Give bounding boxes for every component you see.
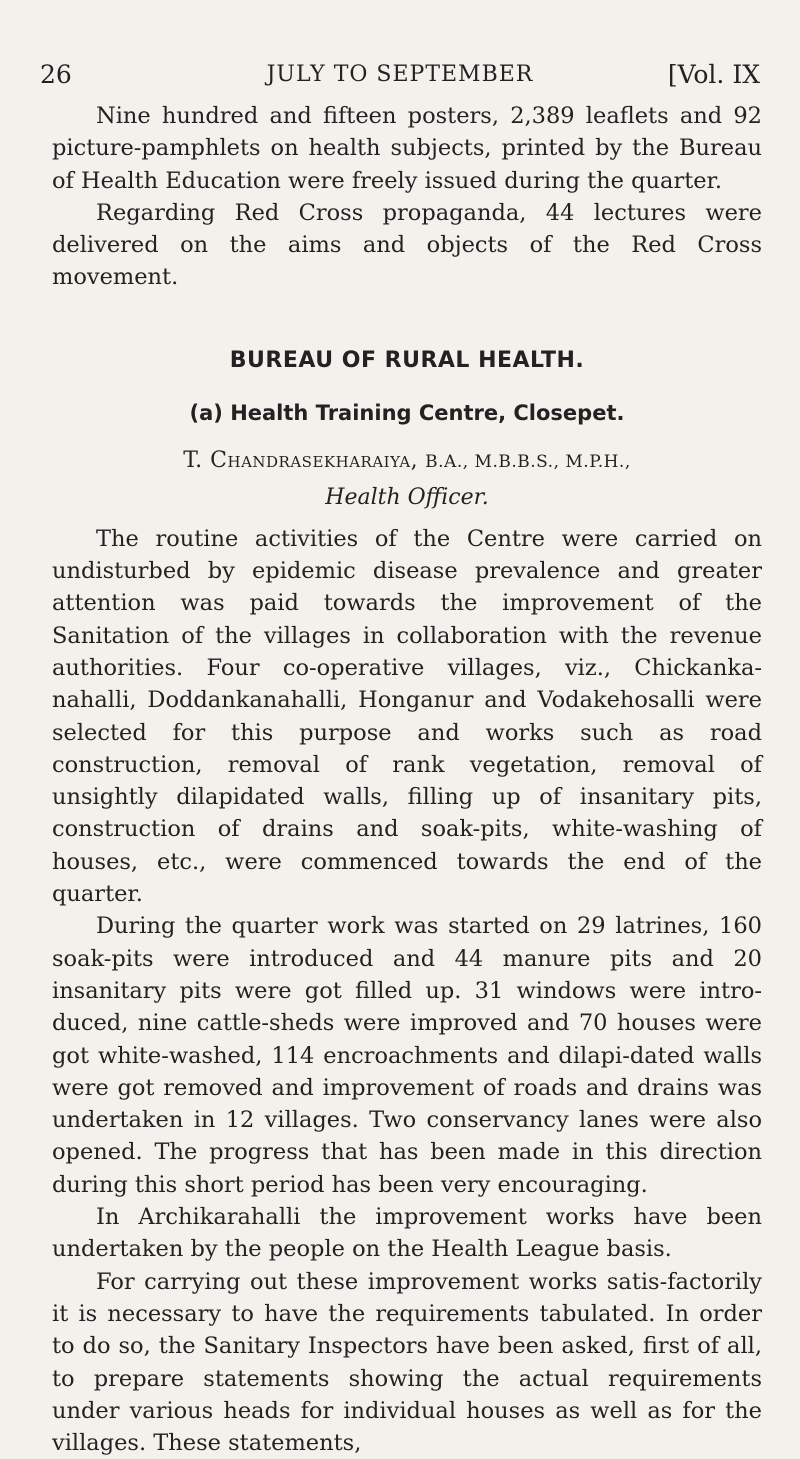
paragraph-posters: Nine hundred and fifteen posters, 2,389 leaflets and 92 picture-pamphlets on health subjects, printed by the Bureau of Health Education were freely issued during the quarter. bbox=[52, 103, 762, 194]
paragraph-red-cross: Regarding Red Cross propaganda, 44 lectures were delivered on the aims and objects of the Red Cross movement. bbox=[52, 199, 762, 291]
author-degrees: B.A., M.B.B.S., M.P.H., bbox=[425, 451, 631, 472]
page-body bbox=[52, 100, 762, 1459]
author-line bbox=[52, 444, 762, 479]
paragraph-requirements: For carrying out these improvement works satis-factorily it is necessary to have the requirements tabulated. In order to do so, the Sanitary Inspectors have been asked, first of all, to prepare statements showing the actual requirements under various heads for individual houses as well as for the villages. These statements, bbox=[52, 1268, 762, 1457]
section-heading: BUREAU OF RURAL HEALTH. bbox=[229, 347, 585, 373]
paragraph-archikarahalli: In Archikarahalli the improvement works have been undertaken by the people on the Health League basis. bbox=[52, 1204, 762, 1263]
paragraph-quarter-work: During the quarter work was started on 29 latrines, 160 soak-pits were introduced and 44 manure pits and 20 insanitary pits were got filled up. 31 windows were intro-duced, nine cattle-sheds were improved and 70 houses were got white-washed, 114 encroachments and dilapi-dated walls were got removed and improvement of roads and drains was undertaken in 12 villages. Two conservancy lanes were also opened. The progress that has been made in this direction during this short period has been very encouraging. bbox=[52, 913, 762, 1198]
volume-label: [Vol. IX bbox=[667, 60, 760, 89]
author-name: T. Chandrasekharaiya, bbox=[183, 447, 419, 473]
section-subheading: (a) Health Training Centre, Closepet. bbox=[189, 400, 625, 425]
running-header bbox=[40, 58, 760, 92]
author-role: Health Officer. bbox=[325, 484, 489, 510]
paragraph-routine-activities: The routine activities of the Centre were carried on undisturbed by epidemic disease prevalence and greater attention was paid towards the improvement of the Sanitation of the villages in collaboration with the revenue authorities. Four co-operative villages, viz., Chickanka-nahalli, Doddankanahalli, Honganur and Vodakehosalli were selected for this purpose and works such as road construction, removal of rank vegetation, removal of unsightly dilapidated walls, filling up of insanitary pits, construction of drains and soak-pits, white-washing of houses, etc., were commenced towards the end of the quarter. bbox=[52, 525, 762, 908]
page-number: 26 bbox=[40, 60, 72, 89]
running-title: JULY TO SEPTEMBER bbox=[266, 62, 534, 87]
